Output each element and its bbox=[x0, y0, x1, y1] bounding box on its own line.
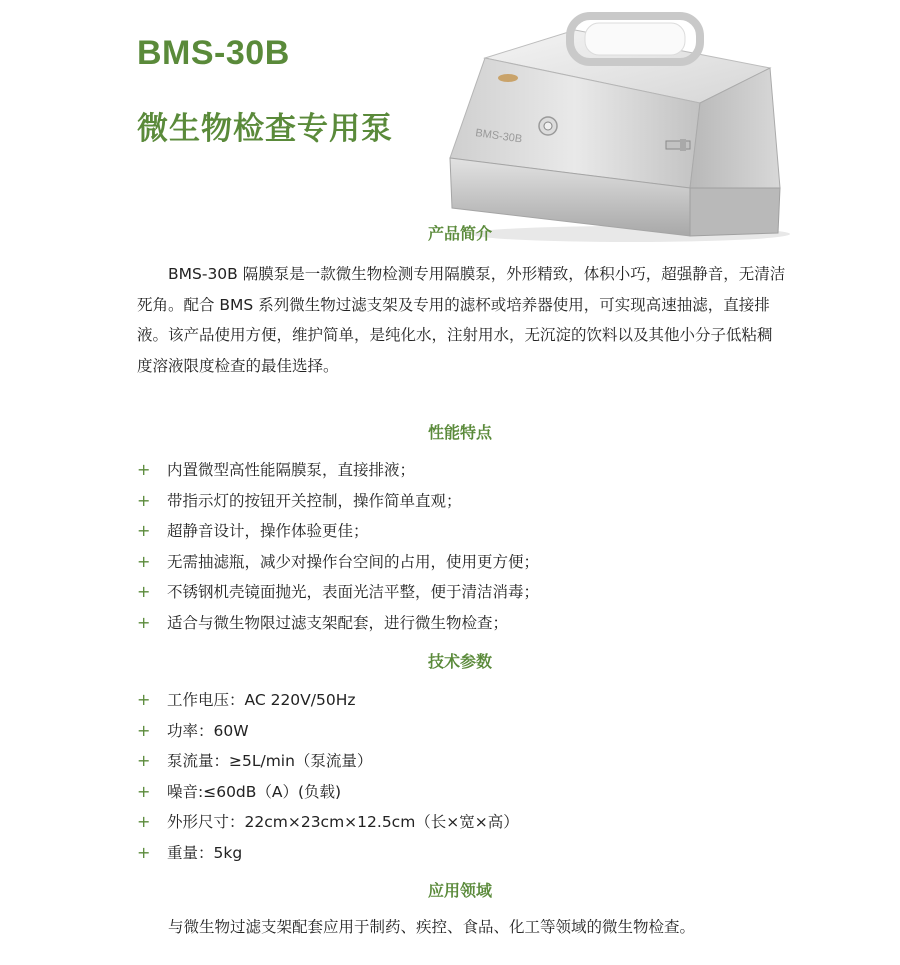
plus-icon: + bbox=[137, 720, 151, 740]
pump-engraving: BMS-30B bbox=[474, 127, 523, 146]
model-title: BMS-30B bbox=[137, 34, 290, 72]
list-item: + 功率：60W bbox=[137, 716, 519, 747]
plus-icon: + bbox=[137, 460, 151, 479]
list-item: + 噪音:≤60dB（A）(负载) bbox=[137, 777, 519, 808]
intro-heading: 产品简介 bbox=[427, 224, 492, 243]
list-item: + 泵流量：≥5L/min（泵流量） bbox=[137, 746, 519, 777]
plus-icon: + bbox=[137, 551, 151, 571]
plus-icon: + bbox=[137, 612, 151, 632]
list-item: + 超静音设计，操作体验更佳； bbox=[137, 516, 539, 547]
plus-icon: + bbox=[137, 812, 151, 831]
list-item: + 无需抽滤瓶，减少对操作台空间的占用，使用更方便； bbox=[137, 547, 539, 578]
pump-product-image bbox=[440, 8, 790, 243]
intro-paragraph: BMS-30B 隔膜泵是一款微生物检测专用隔膜泵，外形精致，体积小巧，超强静音，无清洁死角。配合 BMS 系列微生物过滤支架及专用的滤杯或培养器使用，可实现高速抽滤，直接排液。该产品使用方便，维护简单，是纯化水，注射用水，无沉淀的饮料以及其他小分子低粘稠度溶液限度检查的最佳选择。 bbox=[137, 265, 786, 375]
plus-icon: + bbox=[137, 842, 151, 862]
list-item: + 适合与微生物限过滤支架配套，进行微生物检查； bbox=[137, 608, 539, 639]
product-title: 微生物检查专用泵 bbox=[137, 111, 393, 147]
plus-icon: + bbox=[137, 751, 151, 770]
plus-icon: + bbox=[137, 490, 151, 510]
list-item: + 带指示灯的按钮开关控制，操作简单直观； bbox=[137, 486, 539, 517]
application-heading: 应用领域 bbox=[427, 881, 492, 900]
plus-icon: + bbox=[137, 582, 151, 601]
specs-list bbox=[137, 685, 519, 868]
list-item: + 不锈钢机壳镜面抛光，表面光洁平整，便于清洁消毒； bbox=[137, 577, 539, 608]
list-item: + 外形尺寸：22cm×23cm×12.5cm（长×宽×高） bbox=[137, 807, 519, 838]
features-list bbox=[137, 455, 539, 638]
list-item: + 内置微型高性能隔膜泵，直接排液； bbox=[137, 455, 539, 486]
specs-heading: 技术参数 bbox=[427, 652, 492, 671]
plus-icon: + bbox=[137, 521, 151, 540]
plus-icon: + bbox=[137, 781, 151, 801]
list-item: + 重量：5kg bbox=[137, 838, 519, 869]
list-item: + 工作电压：AC 220V/50Hz bbox=[137, 685, 519, 716]
features-heading: 性能特点 bbox=[427, 423, 492, 442]
plus-icon: + bbox=[137, 690, 151, 709]
application-paragraph: 与微生物过滤支架配套应用于制药、疾控、食品、化工等领域的微生物检查。 bbox=[168, 918, 696, 936]
